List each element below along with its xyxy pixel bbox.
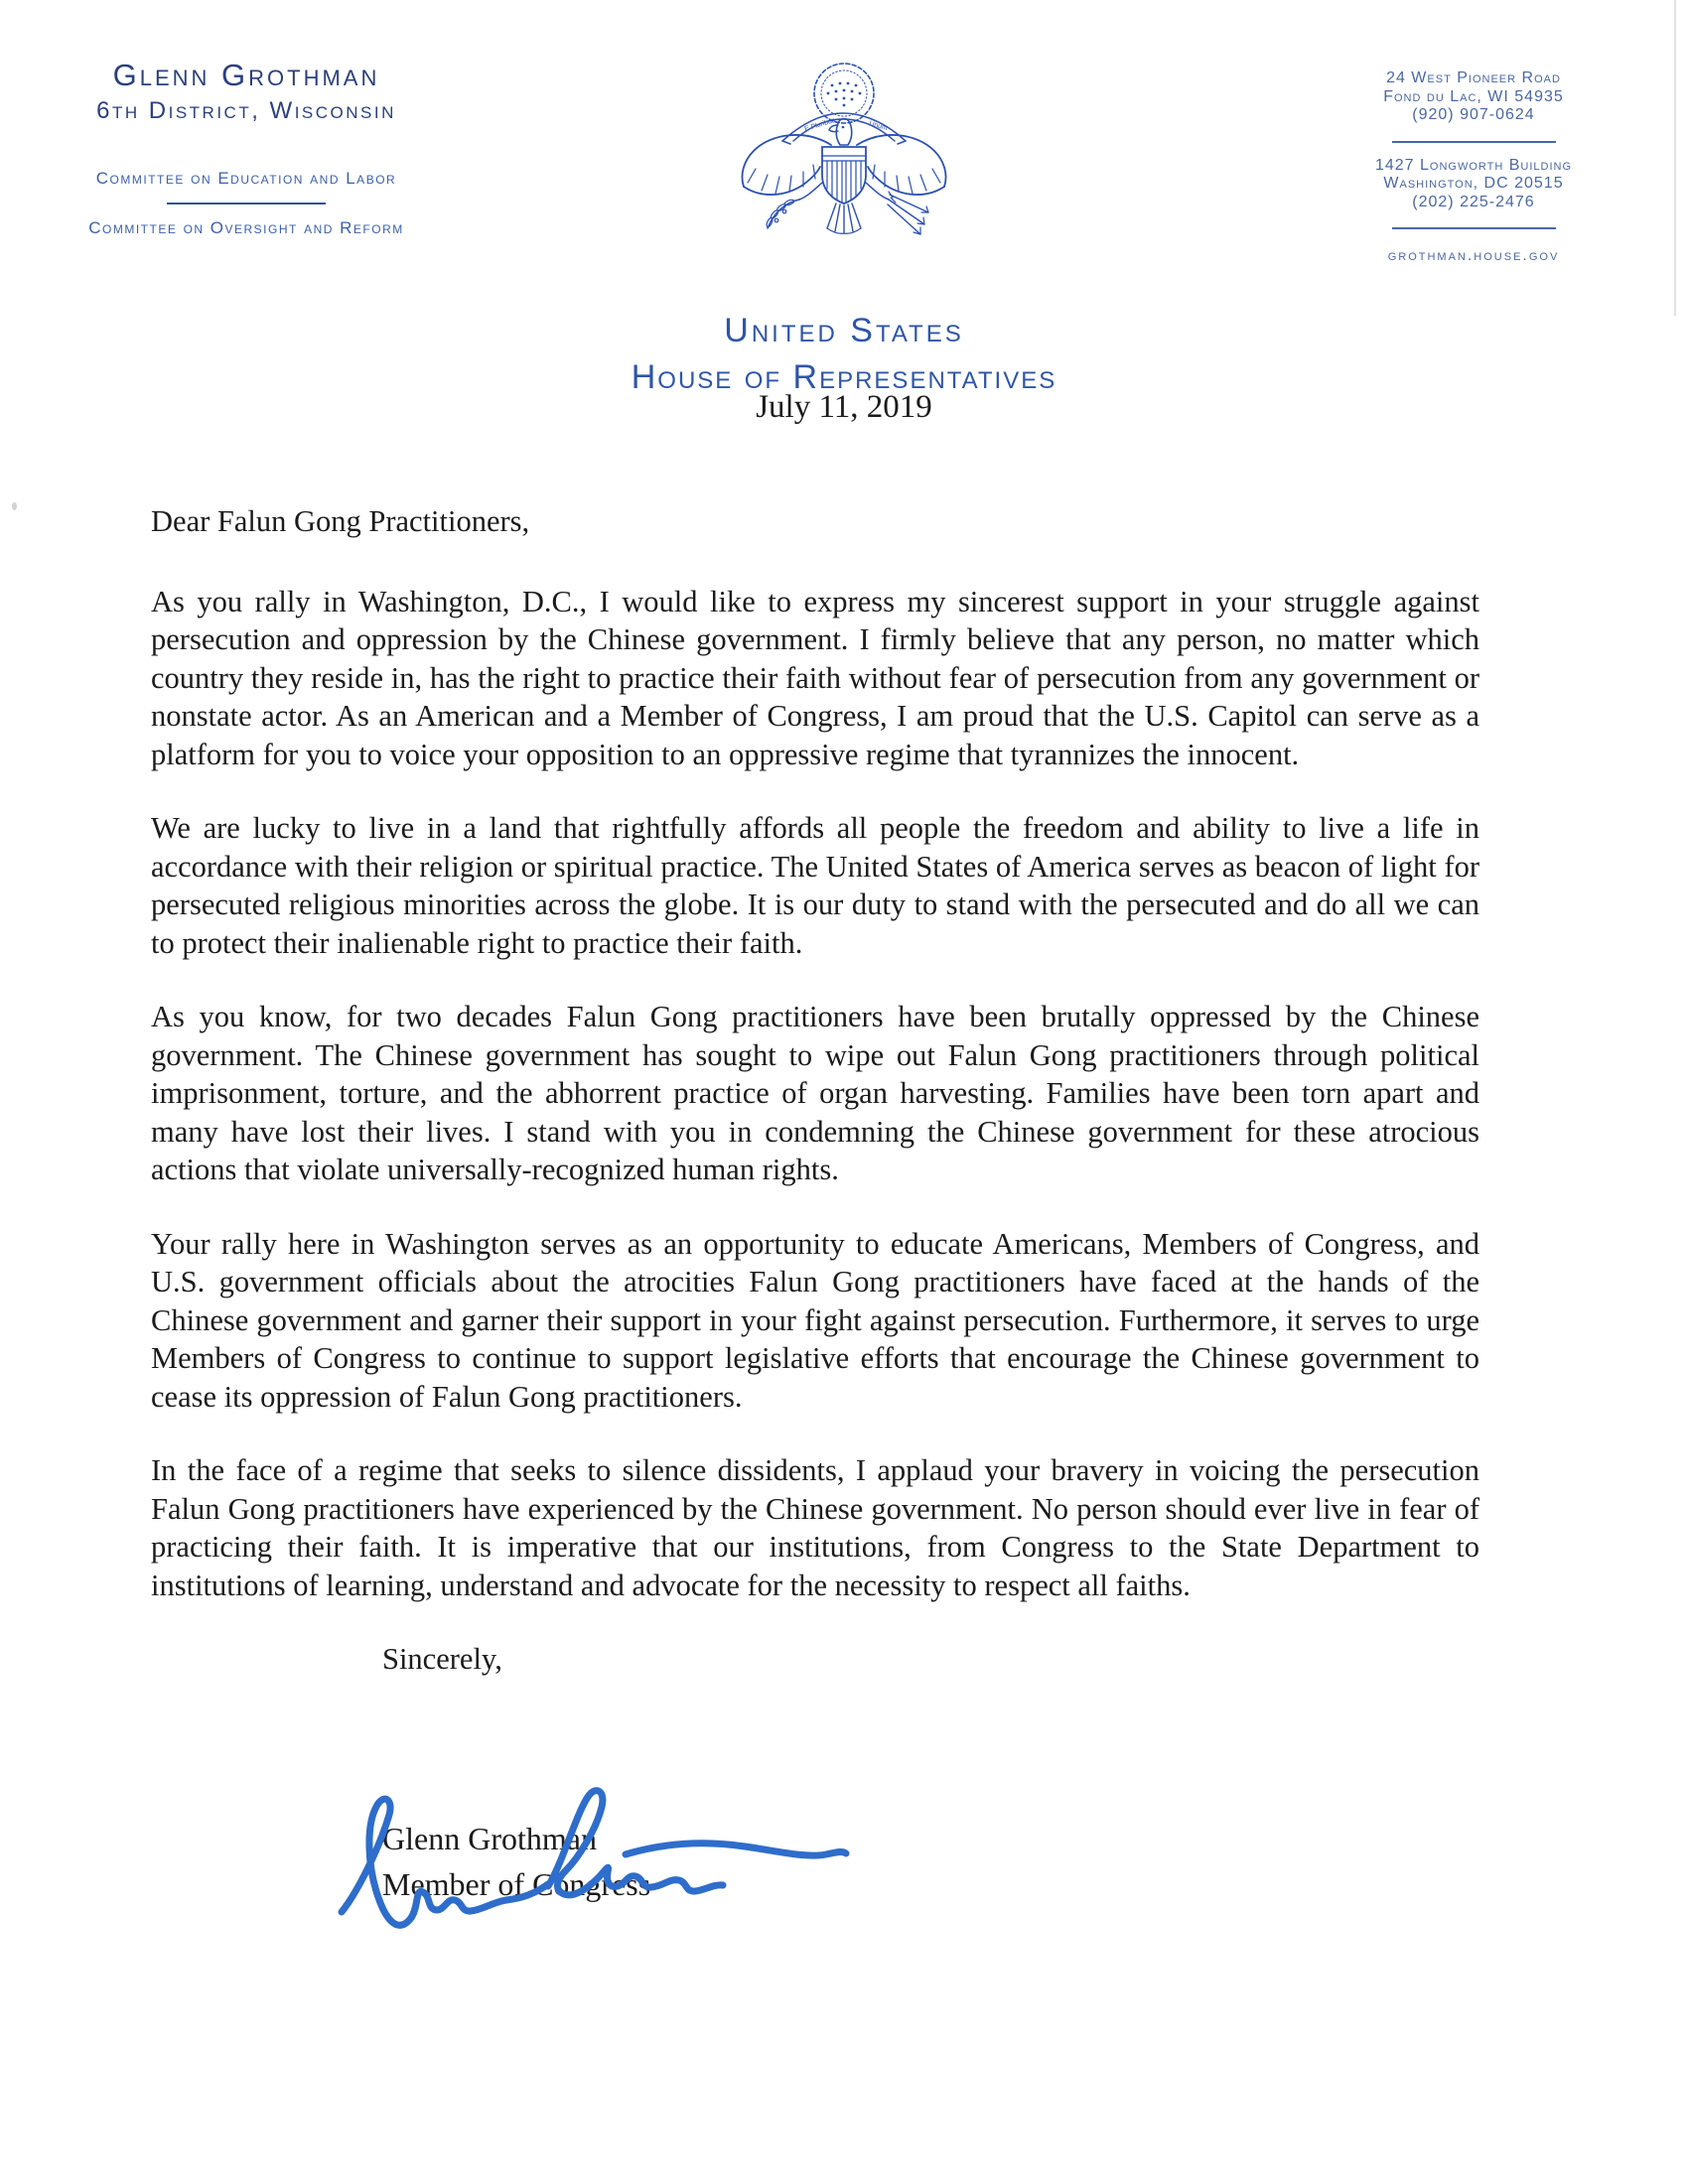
closing: Sincerely, bbox=[382, 1642, 502, 1676]
letterhead-right bbox=[1289, 69, 1658, 266]
letter-date: July 11, 2019 bbox=[756, 389, 932, 425]
institution-line1: United States bbox=[724, 312, 964, 349]
letterhead-left bbox=[62, 58, 431, 238]
svg-text:Unum: Unum bbox=[868, 120, 889, 133]
letter-body bbox=[151, 502, 1479, 1907]
signature bbox=[328, 1785, 854, 1934]
signer-title: Member of Congress bbox=[382, 1865, 651, 1902]
letter-paragraph: In the face of a regime that seeks to silence dissidents, I applaud your bravery in voicing the persecution Falun Gong practitioners have experienced by the Chinese government. No person should ever live in fear of practicing their faith. It is imperative that our institutions, from Congress to the State Department to institutions of learning, understand and advocate for the necessity to respect all faiths. bbox=[151, 1453, 1479, 1602]
district-office-phone: (920) 907-0624 bbox=[1412, 106, 1535, 123]
member-name: Glenn Grothman bbox=[112, 58, 380, 92]
letter-paragraph: As you rally in Washington, D.C., I would like to express my sincerest support in your struggle against persecution and oppression by the Chinese government. I firmly believe that any person, no matter which country they reside in, has the right to practice their faith without fear of persecution from any government or nonstate actor. As an American and a Member of Congress, I am proud that the U.S. Capitol can serve as a platform for you to voice your opposition to an oppressive regime that tyrannizes the innocent. bbox=[151, 584, 1479, 771]
great-seal-icon bbox=[728, 58, 960, 288]
letter-paragraph: Your rally here in Washington serves as an opportunity to educate Americans, Members of Congress, and U.S. government officials about the atrocities Falun Gong practitioners have faced at the hands of the Chinese government and garner their support in your fight against persecution. Furthermore, it serves to urge Members of Congress to continue to support legislative efforts that encourage the Chinese government to cease its oppression of Falun Gong practitioners. bbox=[151, 1226, 1479, 1414]
svg-text:E Pluribus: E Pluribus bbox=[803, 116, 837, 133]
dc-office-address-line2: Washington, DC 20515 bbox=[1383, 175, 1564, 192]
letter-paragraph: We are lucky to live in a land that rightfully affords all people the freedom and ability to live a life in accordance with their religion or spiritual practice. The United States of America serves as beacon of light for persecuted religious minorities across the globe. It is our duty to stand with the persecuted and do all we can to protect their inalienable right to practice their faith. bbox=[151, 811, 1479, 960]
district-office-address-line1: 24 West Pioneer Road bbox=[1386, 69, 1561, 86]
signer-name: Glenn Grothman bbox=[382, 1820, 597, 1856]
committee-2: Committee on Oversight and Reform bbox=[88, 218, 404, 237]
member-district: 6th District, Wisconsin bbox=[96, 97, 396, 124]
salutation: Dear Falun Gong Practitioners, bbox=[151, 504, 530, 538]
scan-artifact-speck bbox=[12, 502, 17, 510]
website: grothman.house.gov bbox=[1387, 247, 1560, 264]
divider bbox=[167, 203, 326, 205]
institution-line2: House of Representatives bbox=[631, 358, 1057, 396]
scan-artifact-line bbox=[1674, 0, 1676, 316]
letter-paragraph: As you know, for two decades Falun Gong practitioners have been brutally oppressed by the Chinese government. The Chinese government has sought to wipe out Falun Gong practitioners through political imprisonment, torture, and the abhorrent practice of organ harvesting. Families have been torn apart and many have lost their lives. I stand with you in condemning the Chinese government for these atrocious actions that violate universally-recognized human rights. bbox=[151, 1000, 1479, 1186]
dc-office-address-line1: 1427 Longworth Building bbox=[1374, 156, 1573, 174]
divider bbox=[1392, 141, 1556, 143]
divider bbox=[1392, 227, 1556, 229]
dc-office-phone: (202) 225-2476 bbox=[1412, 193, 1535, 210]
committee-1: Committee on Education and Labor bbox=[95, 169, 397, 188]
district-office-address-line2: Fond du Lac, WI 54935 bbox=[1383, 87, 1564, 105]
